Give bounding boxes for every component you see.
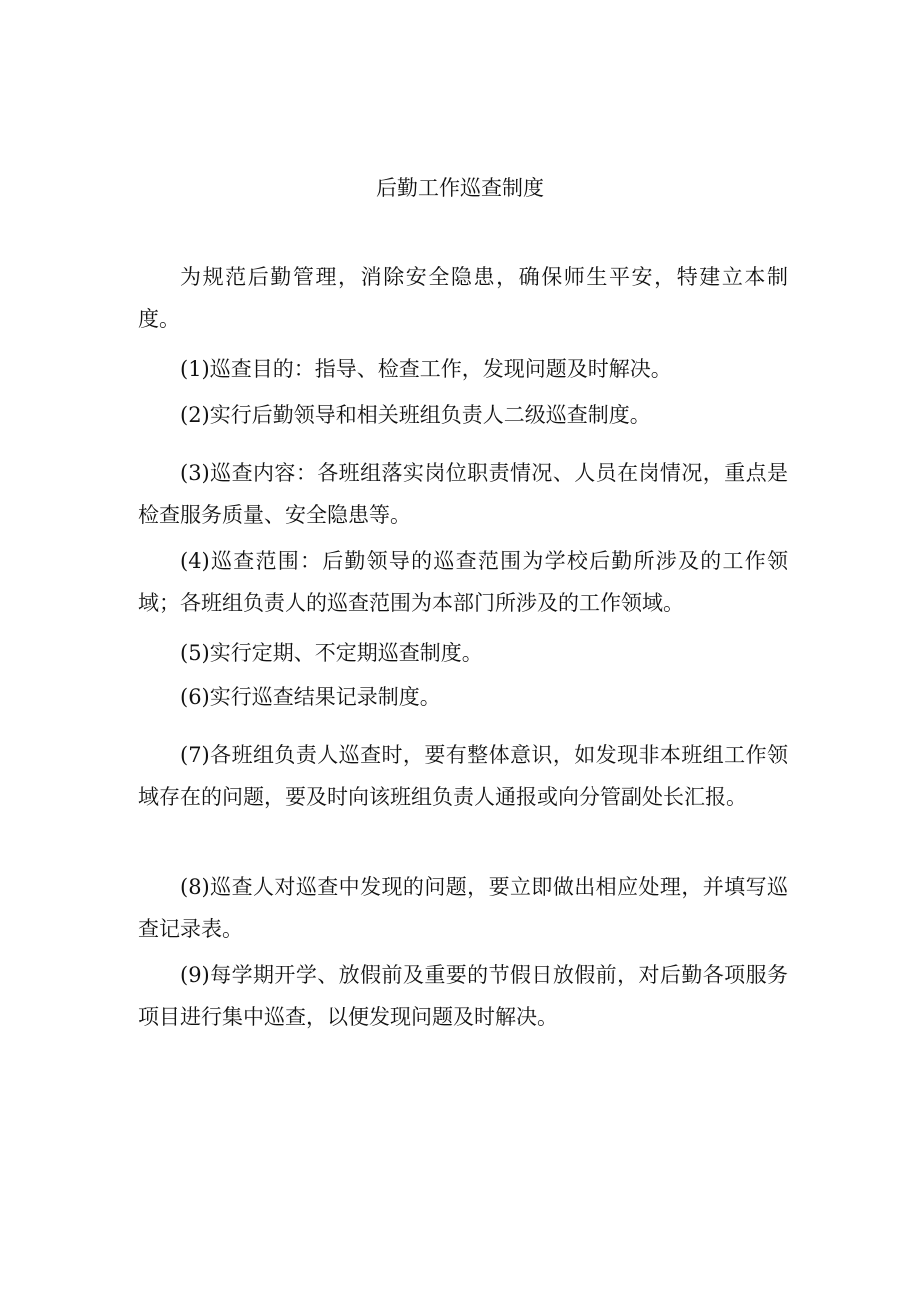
clause-3: (3)巡查内容：各班组落实岗位职责情况、人员在岗情况，重点是检查服务质量、安全隐患等。 (138, 461, 788, 527)
clause-1: (1)巡查目的：指导、检查工作，发现问题及时解决。 (180, 357, 672, 381)
clause-7: (7)各班组负责人巡查时，要有整体意识，如发现非本班组工作领域存在的问题，要及时向该班组负责人通报或向分管副处长汇报。 (138, 743, 788, 809)
clause-4: (4)巡查范围：后勤领导的巡查范围为学校后勤所涉及的工作领域；各班组负责人的巡查范围为本部门所涉及的工作领域。 (138, 549, 788, 615)
document-title: 后勤工作巡查制度 (376, 176, 544, 200)
clause-5: (5)实行定期、不定期巡查制度。 (180, 641, 483, 665)
intro-paragraph: 为规范后勤管理，消除安全隐患，确保师生平安，特建立本制度。 (138, 265, 788, 331)
clause-9: (9)每学期开学、放假前及重要的节假日放假前，对后勤各项服务项目进行集中巡查，以便发现问题及时解决。 (138, 963, 788, 1029)
clause-2: (2)实行后勤领导和相关班组负责人二级巡查制度。 (180, 403, 651, 427)
clause-6: (6)实行巡查结果记录制度。 (180, 685, 441, 709)
clause-8: (8)巡查人对巡查中发现的问题，要立即做出相应处理，并填写巡查记录表。 (138, 875, 788, 941)
